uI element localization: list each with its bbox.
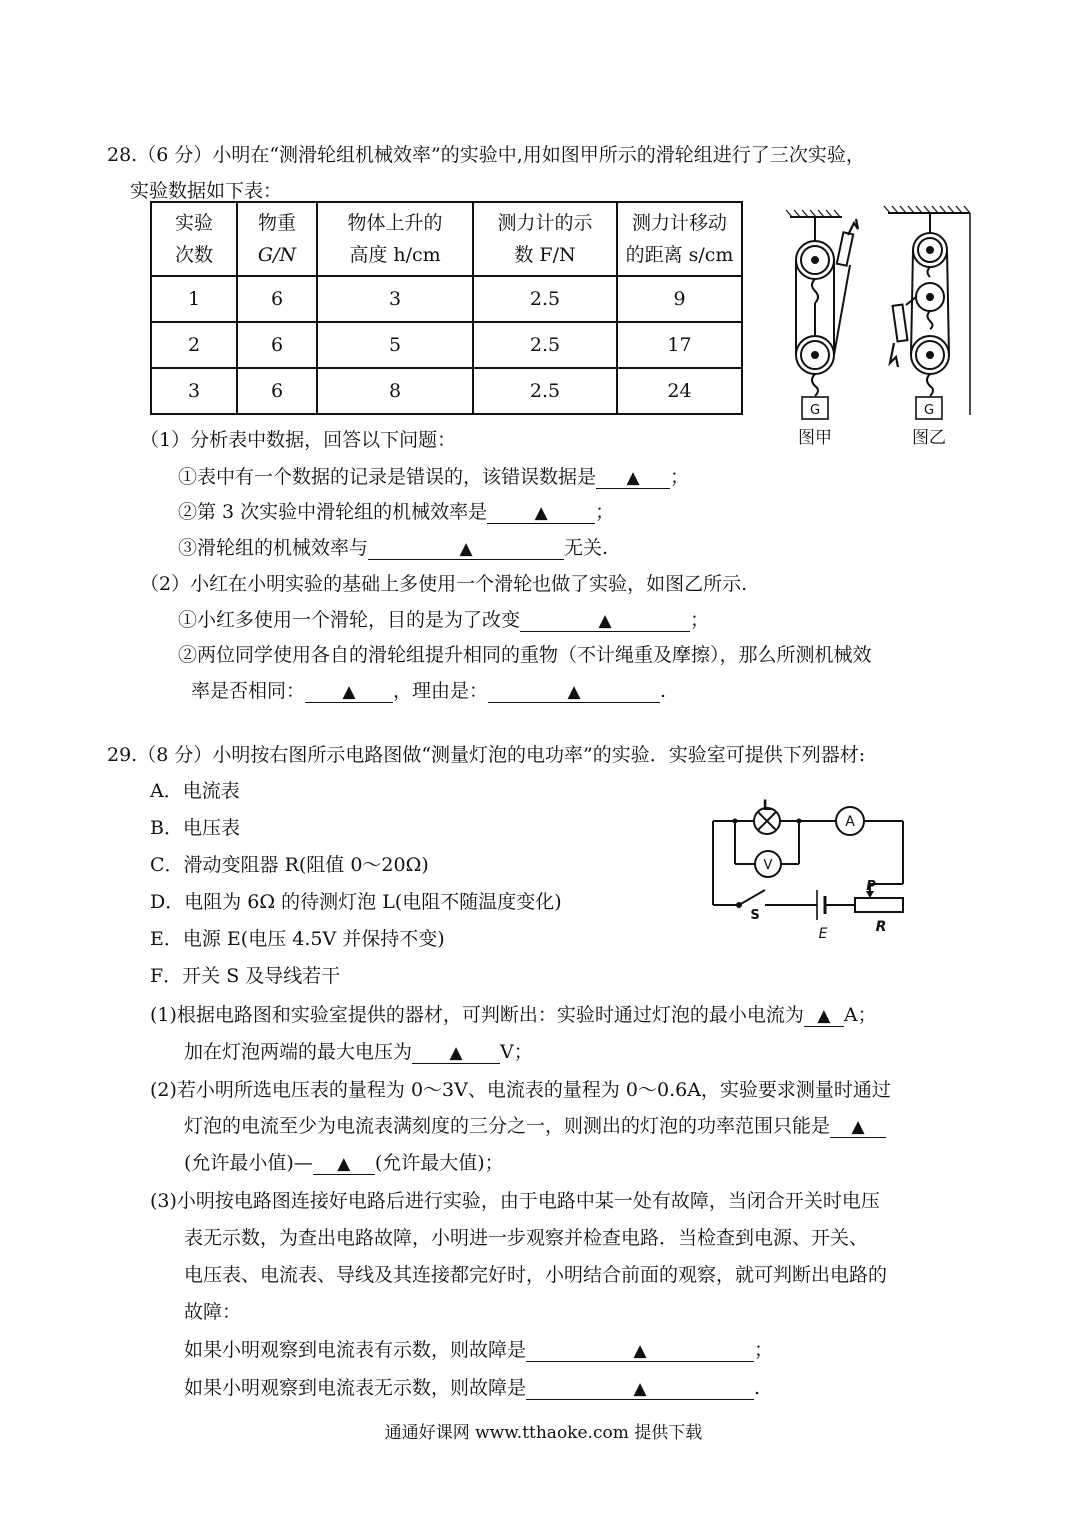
header-text: 物体上升的 [347, 212, 443, 234]
pulley-figures [780, 205, 980, 450]
q29-part3-line4: 故障： [184, 1301, 242, 1323]
q28-intro-line1: 28.（6 分）小明在“测滑轮组机械效率”的实验中,用如图甲所示的滑轮组进行了三次实验， [107, 144, 865, 166]
figure-yi-label: 图乙 [912, 428, 946, 448]
table-cell: 6 [237, 322, 317, 368]
q28-part2: （2）小红在小明实验的基础上多使用一个滑轮也做了实验，如图乙所示. [140, 573, 748, 595]
question-text: 灯泡的电流至少为电流表满刻度的三分之一，则测出的灯泡的功率范围只能是 [184, 1115, 831, 1137]
q28-part1-b [178, 497, 614, 524]
q29-item-e: E．电源 E(电压 4.5V 并保持不变) [150, 928, 445, 950]
table-cell: 2.5 [473, 322, 617, 368]
table-cell: 6 [237, 368, 317, 414]
table-cell: 3 [317, 276, 473, 322]
q28-part2-a [178, 605, 709, 632]
answer-mark: ▲ [459, 539, 473, 559]
table-cell: 24 [617, 368, 742, 414]
answer-mark: ▲ [851, 1117, 865, 1137]
circuit-label-p: P [866, 879, 876, 894]
circuit-label-a: A [845, 814, 855, 830]
answer-mark: ▲ [598, 611, 612, 631]
q28-part1-a [178, 462, 689, 489]
question-text: ，理由是： [393, 680, 489, 702]
circuit-label-e: E [818, 926, 828, 942]
answer-mark: ▲ [633, 1341, 647, 1361]
answer-blank [520, 611, 690, 632]
q29-item-a: A．电流表 [150, 780, 240, 802]
question-text: 如果小明观察到电流表无示数，则故障是 [184, 1377, 527, 1399]
answer-mark: ▲ [337, 1154, 351, 1174]
answer-blank [488, 682, 660, 703]
table-cell: 3 [151, 368, 237, 414]
question-text: ； [690, 609, 710, 631]
circuit-label-r: R [875, 919, 887, 935]
q29-part2-line1: (2)若小明所选电压表的量程为 0～3V、电流表的量程为 0～0.6A，实验要求测量时通过 [150, 1079, 891, 1101]
question-text: ； [754, 1339, 774, 1361]
answer-blank [596, 468, 670, 489]
weight-label-yi: G [923, 403, 935, 418]
answer-blank [526, 1341, 754, 1362]
q29-part3-line3: 电压表、电流表、导线及其连接都完好时，小明结合前面的观察，就可判断出电路的 [184, 1264, 888, 1286]
q28-part1-c [178, 533, 608, 560]
table-header-cell [617, 202, 742, 276]
question-text: (允许最大值)； [374, 1152, 504, 1174]
weight-label-jia: G [809, 403, 821, 418]
answer-mark: ▲ [817, 1006, 831, 1026]
answer-mark: ▲ [449, 1043, 463, 1063]
table-cell: 5 [317, 322, 473, 368]
page-footer: 通通好课网 www.tthaoke.com 提供下载 [384, 1423, 703, 1443]
q29-part3-line1: (3)小明按电路图连接好电路后进行实验，由于电路中某一处有故障，当闭合开关时电压 [150, 1190, 880, 1212]
header-text: 测力计的示 [497, 212, 593, 234]
table-cell: 2.5 [473, 368, 617, 414]
rheostat-symbol [855, 898, 903, 912]
header-text: 数 F/N [514, 244, 576, 266]
question-text: 率是否相同： [191, 680, 306, 702]
question-text: . [754, 1377, 761, 1399]
q29-item-f: F．开关 S 及导线若干 [150, 965, 341, 987]
answer-blank [804, 1006, 844, 1027]
q29-part1-line2 [184, 1037, 533, 1064]
q29-item-b: B．电压表 [150, 817, 240, 839]
question-text: ①表中有一个数据的记录是错误的，该错误数据是 [178, 466, 597, 488]
question-text: ②第 3 次实验中滑轮组的机械效率是 [178, 501, 488, 523]
question-text: 如果小明观察到电流表有示数，则故障是 [184, 1339, 527, 1361]
question-text: V； [500, 1041, 533, 1063]
table-row [151, 322, 742, 368]
q29-part2-line3 [184, 1148, 504, 1175]
table-row [151, 368, 742, 414]
q29-intro: 29.（8 分）小明按右图所示电路图做“测量灯泡的电功率”的实验．实验室可提供下列器材: [107, 744, 866, 766]
q29-part2-line2 [184, 1111, 886, 1138]
answer-blank [487, 503, 595, 524]
table-cell: 8 [317, 368, 473, 414]
q28-part2-b-line1: ②两位同学使用各自的滑轮组提升相同的重物（不计绳重及摩擦），那么所测机械效 [178, 644, 872, 666]
answer-blank [526, 1379, 754, 1400]
pulley-figure-yi [884, 206, 970, 419]
circuit-label-l: L [762, 798, 772, 814]
table-cell: 17 [617, 322, 742, 368]
question-text: 无关. [564, 537, 609, 559]
table-cell: 1 [151, 276, 237, 322]
q28-part2-b-line2 [191, 676, 666, 703]
question-text: ； [670, 466, 690, 488]
question-text: (允许最小值)— [184, 1152, 313, 1174]
answer-mark: ▲ [342, 682, 356, 702]
question-text: (1)根据电路图和实验室提供的器材，可判断出：实验时通过灯泡的最小电流为 [150, 1004, 804, 1026]
table-cell: 2.5 [473, 276, 617, 322]
q29-item-d: D．电阻为 6Ω 的待测灯泡 L(电阻不随温度变化) [150, 891, 562, 913]
q28-part1: （1）分析表中数据，回答以下问题： [140, 429, 457, 451]
answer-blank [412, 1043, 500, 1064]
table-header-cell [317, 202, 473, 276]
header-text: G/N [257, 244, 297, 266]
q29-part3-a [184, 1335, 773, 1362]
table-header-cell [237, 202, 317, 276]
answer-mark: ▲ [633, 1379, 647, 1399]
question-text: A； [843, 1004, 877, 1026]
header-text: 物重 [257, 212, 296, 234]
question-text: ③滑轮组的机械效率与 [178, 537, 369, 559]
q29-part3-b [184, 1373, 760, 1400]
circuit-diagram [705, 788, 920, 948]
answer-blank [368, 539, 564, 560]
answer-blank [313, 1154, 375, 1175]
table-header-cell [473, 202, 617, 276]
pulley-figure-jia [786, 210, 858, 419]
table-header-cell [151, 202, 237, 276]
table-cell: 2 [151, 322, 237, 368]
circuit-label-v: V [763, 858, 773, 873]
answer-mark: ▲ [626, 468, 640, 488]
question-text: ①小红多使用一个滑轮，目的是为了改变 [178, 609, 521, 631]
answer-mark: ▲ [567, 682, 581, 702]
header-text: 高度 h/cm [349, 244, 441, 266]
q28-data-table [150, 201, 743, 415]
q28-intro-line2: 实验数据如下表： [130, 180, 283, 202]
figure-jia-label: 图甲 [798, 428, 832, 448]
question-text: . [660, 680, 667, 702]
answer-mark: ▲ [534, 503, 548, 523]
header-text: 测力计移动 [631, 212, 727, 234]
header-text: 的距离 s/cm [625, 244, 734, 266]
circuit-label-s: S [750, 908, 760, 923]
header-text: 实验 [174, 212, 213, 234]
q29-part1-line1 [150, 1000, 877, 1027]
table-cell: 9 [617, 276, 742, 322]
answer-blank [830, 1117, 886, 1138]
table-cell: 6 [237, 276, 317, 322]
question-text: 加在灯泡两端的最大电压为 [184, 1041, 413, 1063]
q29-item-c: C．滑动变阻器 R(阻值 0～20Ω) [150, 854, 429, 876]
q29-part3-line2: 表无示数，为查出电路故障，小明进一步观察并检查电路．当检查到电源、开关、 [184, 1227, 869, 1249]
header-text: 次数 [174, 244, 213, 266]
table-row [151, 276, 742, 322]
answer-blank [305, 682, 393, 703]
question-text: ； [595, 501, 615, 523]
table-header-row [151, 202, 742, 276]
